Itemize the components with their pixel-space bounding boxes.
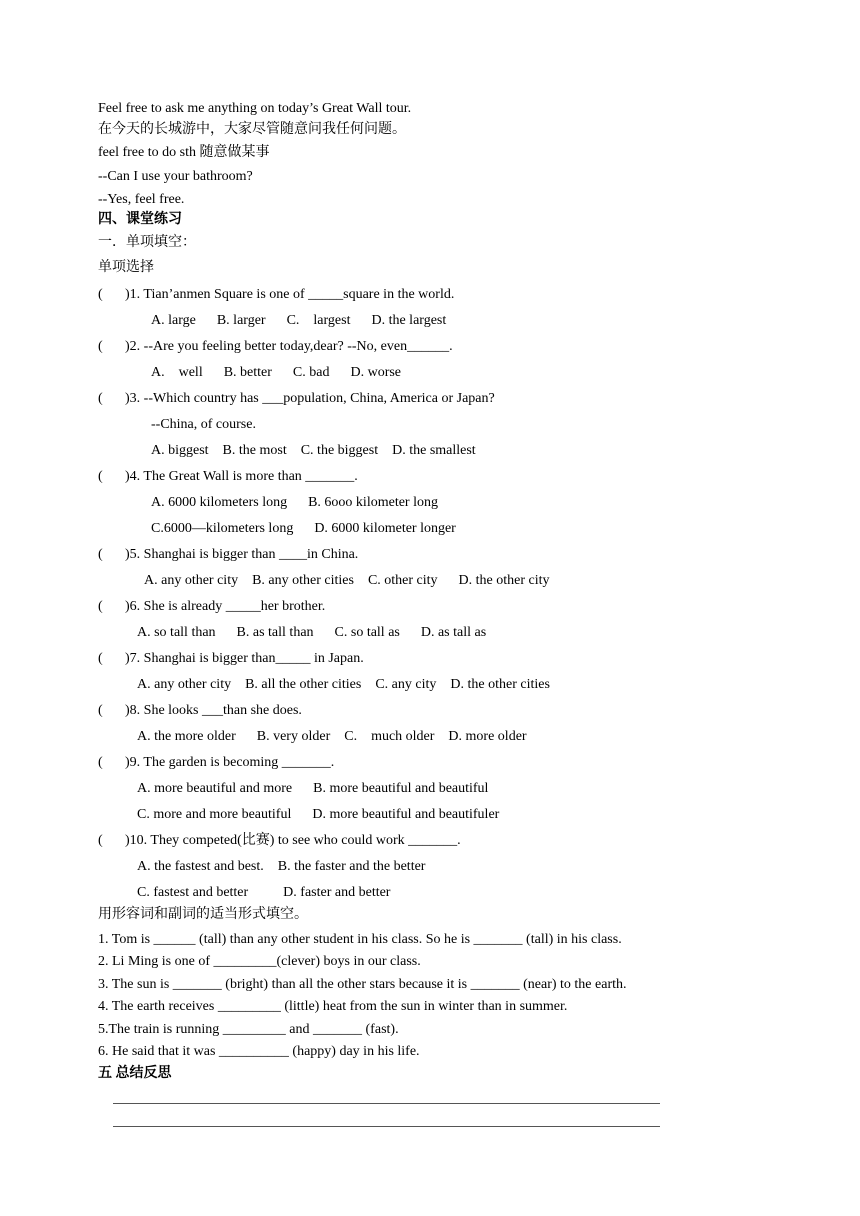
answer-bracket: ( <box>98 755 103 770</box>
question-stem: )1. Tian’anmen Square is one of _____square in the world. <box>125 287 455 302</box>
question-9 <box>98 754 334 772</box>
reflection-line <box>113 1103 660 1104</box>
question-6 <box>98 598 325 616</box>
question-2 <box>98 338 453 356</box>
question-1-options: A. large B. larger C. largest D. the largest <box>151 313 447 328</box>
question-4-options-cd: C.6000—kilometers long D. 6000 kilometer longer <box>151 521 456 536</box>
question-8 <box>98 702 302 720</box>
question-stem: )8. She looks ___than she does. <box>125 703 302 718</box>
intro-line-3: feel free to do sth 随意做某事 <box>98 145 270 160</box>
answer-bracket: ( <box>98 833 103 848</box>
question-stem: )5. Shanghai is bigger than ____in China. <box>125 547 359 562</box>
answer-bracket: ( <box>98 651 103 666</box>
fill-item: 3. The sun is _______ (bright) than all the other stars because it is _______ (near) to the earth. <box>98 977 627 992</box>
question-stem: )7. Shanghai is bigger than_____ in Japan. <box>125 651 364 666</box>
section-5-title: 五 总结反思 <box>98 1066 172 1081</box>
question-5 <box>98 546 358 564</box>
question-stem: )9. The garden is becoming _______. <box>125 755 335 770</box>
question-6-options: A. so tall than B. as tall than C. so tall as D. as tall as <box>137 625 487 640</box>
question-1 <box>98 286 454 304</box>
intro-line-2: 在今天的长城游中，大家尽管随意问我任何问题。 <box>98 122 406 137</box>
answer-bracket: ( <box>98 287 103 302</box>
question-stem: )6. She is already _____her brother. <box>125 599 326 614</box>
intro-line-4: --Can I use your bathroom? <box>98 169 253 184</box>
fill-item: 2. Li Ming is one of _________(clever) boys in our class. <box>98 954 421 969</box>
fill-item: 1. Tom is ______ (tall) than any other student in his class. So he is _______ (tall) in his class. <box>98 932 622 947</box>
fill-item: 5.The train is running _________ and _______ (fast). <box>98 1022 399 1037</box>
fill-item: 4. The earth receives _________ (little) heat from the sun in winter than in summer. <box>98 999 568 1014</box>
question-stem: )10. They competed(比赛) to see who could work _______. <box>125 833 461 848</box>
answer-bracket: ( <box>98 469 103 484</box>
intro-line-5: --Yes, feel free. <box>98 192 185 207</box>
question-9-options-ab: A. more beautiful and more B. more beautiful and beautiful <box>137 781 489 796</box>
fill-item: 6. He said that it was __________ (happy) day in his life. <box>98 1044 420 1059</box>
part-1-title: 一．单项填空： <box>98 235 196 250</box>
question-2-options: A. well B. better C. bad D. worse <box>151 365 402 380</box>
question-7 <box>98 650 364 668</box>
answer-bracket: ( <box>98 703 103 718</box>
question-stem: )4. The Great Wall is more than _______. <box>125 469 358 484</box>
intro-line-1: Feel free to ask me anything on today’s Great Wall tour. <box>98 101 412 116</box>
question-4 <box>98 468 358 486</box>
question-3 <box>98 390 495 408</box>
question-7-options: A. any other city B. all the other cities C. any city D. the other cities <box>137 677 550 692</box>
question-4-options-ab: A. 6000 kilometers long B. 6ooo kilometer long <box>151 495 438 510</box>
question-3-answer-line: --China, of course. <box>151 417 256 432</box>
question-3-options: A. biggest B. the most C. the biggest D. the smallest <box>151 443 476 458</box>
answer-bracket: ( <box>98 339 103 354</box>
question-10-options-ab: A. the fastest and best. B. the faster and the better <box>137 859 426 874</box>
question-10-options-cd: C. fastest and better D. faster and better <box>137 885 391 900</box>
question-5-options: A. any other city B. any other cities C. other city D. the other city <box>144 573 550 588</box>
mc-title: 单项选择 <box>98 260 154 275</box>
answer-bracket: ( <box>98 547 103 562</box>
section-4-title: 四、课堂练习 <box>98 212 182 227</box>
question-8-options: A. the more older B. very older C. much older D. more older <box>137 729 527 744</box>
question-stem: )3. --Which country has ___population, China, America or Japan? <box>125 391 495 406</box>
answer-bracket: ( <box>98 391 103 406</box>
question-9-options-cd: C. more and more beautiful D. more beautiful and beautifuler <box>137 807 500 822</box>
fill-title: 用形容词和副词的适当形式填空。 <box>98 907 308 922</box>
question-10 <box>98 832 461 850</box>
answer-bracket: ( <box>98 599 103 614</box>
question-stem: )2. --Are you feeling better today,dear? --No, even______. <box>125 339 453 354</box>
reflection-line <box>113 1126 660 1127</box>
